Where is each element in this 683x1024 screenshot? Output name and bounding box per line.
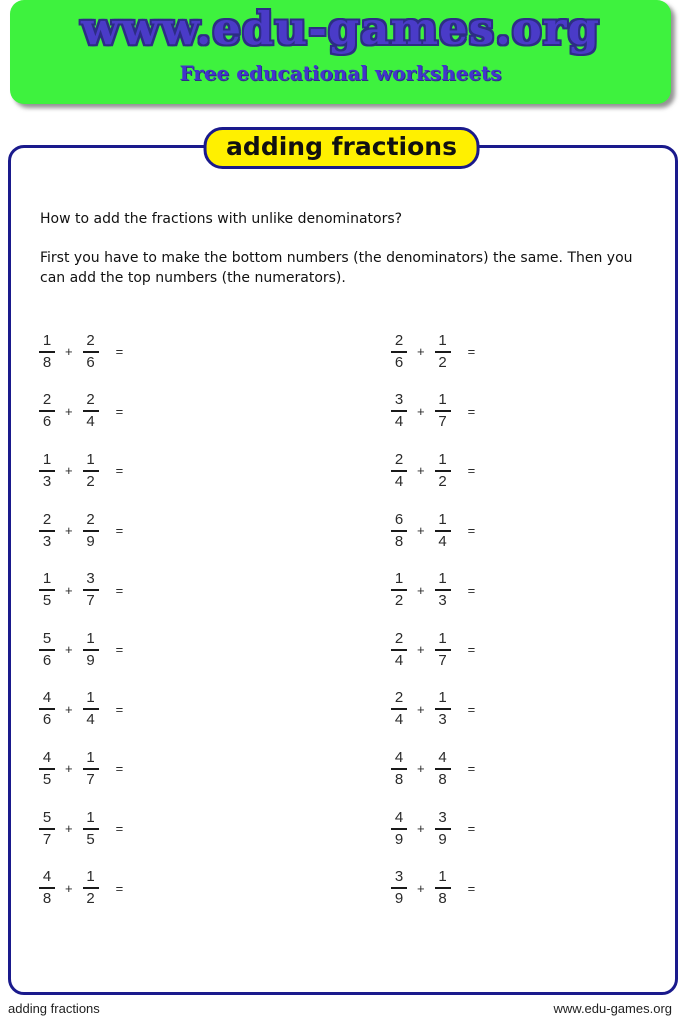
fraction-bar	[83, 410, 99, 412]
plus-sign: +	[417, 761, 425, 777]
fraction	[38, 571, 56, 609]
plus-sign: +	[65, 463, 73, 479]
plus-sign: +	[417, 701, 425, 717]
fraction-denominator: 4	[438, 532, 447, 550]
fraction	[434, 690, 452, 728]
fraction	[390, 750, 408, 788]
plus-sign: +	[417, 463, 425, 479]
fraction	[38, 690, 56, 728]
equals-sign: =	[115, 582, 124, 598]
problem-row	[38, 322, 123, 382]
fraction	[390, 631, 408, 669]
fraction-denominator: 9	[438, 830, 447, 848]
fraction	[434, 571, 452, 609]
fraction-bar	[435, 410, 451, 412]
fraction	[434, 810, 452, 848]
fraction	[390, 810, 408, 848]
problem-row	[38, 620, 123, 680]
problem-row	[390, 739, 475, 799]
problem-row	[38, 680, 123, 740]
fraction-numerator: 1	[438, 510, 447, 528]
equals-sign: =	[467, 761, 476, 777]
equals-sign: =	[115, 761, 124, 777]
plus-sign: +	[417, 821, 425, 837]
fraction-bar	[83, 589, 99, 591]
fraction-bar	[391, 470, 407, 472]
fraction-numerator: 1	[86, 748, 95, 766]
fraction	[82, 631, 100, 669]
fraction-bar	[435, 589, 451, 591]
equals-sign: =	[115, 642, 124, 658]
plus-sign: +	[65, 821, 73, 837]
fraction	[82, 512, 100, 550]
fraction-numerator: 1	[86, 868, 95, 886]
plus-sign: +	[417, 582, 425, 598]
fraction-bar	[39, 351, 55, 353]
fraction-numerator: 1	[394, 570, 404, 588]
fraction-numerator: 2	[394, 450, 404, 468]
fraction-bar	[83, 649, 99, 651]
fraction	[390, 869, 408, 907]
plus-sign: +	[417, 523, 425, 539]
fraction	[82, 392, 100, 430]
fraction-bar	[39, 410, 55, 412]
fraction-denominator: 7	[42, 830, 52, 848]
equals-sign: =	[467, 463, 476, 479]
fraction-numerator: 2	[394, 689, 404, 707]
fraction	[38, 810, 56, 848]
fraction	[38, 392, 56, 430]
equals-sign: =	[467, 523, 476, 539]
fraction-denominator: 4	[394, 711, 404, 729]
fraction-bar	[391, 768, 407, 770]
fraction	[82, 452, 100, 490]
fraction-bar	[391, 887, 407, 889]
fraction-denominator: 8	[438, 770, 447, 788]
fraction-denominator: 8	[438, 890, 447, 908]
fraction-numerator: 4	[438, 748, 447, 766]
plus-sign: +	[417, 344, 425, 360]
fraction	[434, 750, 452, 788]
fraction-denominator: 8	[394, 532, 404, 550]
fraction-bar	[391, 351, 407, 353]
fraction	[390, 392, 408, 430]
fraction-numerator: 2	[394, 629, 404, 647]
fraction	[82, 333, 100, 371]
fraction-denominator: 4	[86, 413, 95, 431]
fraction	[38, 333, 56, 371]
fraction-denominator: 8	[394, 770, 404, 788]
equals-sign: =	[467, 344, 476, 360]
equals-sign: =	[467, 582, 476, 598]
fraction-bar	[39, 649, 55, 651]
problem-row	[38, 441, 123, 501]
fraction-denominator: 9	[86, 532, 95, 550]
fraction-numerator: 3	[394, 391, 404, 409]
plus-sign: +	[417, 403, 425, 419]
equals-sign: =	[467, 403, 476, 419]
fraction-numerator: 1	[42, 331, 52, 349]
fraction-bar	[83, 470, 99, 472]
fraction	[38, 750, 56, 788]
instructions-question: How to add the fractions with unlike denominators?	[40, 211, 403, 227]
fraction-numerator: 4	[42, 689, 52, 707]
fraction-bar	[39, 828, 55, 830]
header-banner	[10, 0, 671, 104]
fraction-bar	[83, 768, 99, 770]
fraction-bar	[435, 887, 451, 889]
fraction-numerator: 1	[438, 331, 447, 349]
fraction-numerator: 1	[42, 450, 52, 468]
fraction	[434, 869, 452, 907]
fraction-bar	[391, 649, 407, 651]
problem-row	[38, 560, 123, 620]
fraction-numerator: 1	[86, 629, 95, 647]
problem-row	[390, 382, 475, 442]
equals-sign: =	[115, 523, 124, 539]
fraction-numerator: 1	[86, 808, 95, 826]
instructions-explanation: First you have to make the bottom numbers (the denominators) the same. Then you can add the top numbers (the numerators).	[40, 250, 633, 286]
fraction	[434, 333, 452, 371]
fraction-numerator: 1	[438, 629, 447, 647]
plus-sign: +	[65, 403, 73, 419]
fraction-bar	[435, 470, 451, 472]
plus-sign: +	[417, 880, 425, 896]
problem-row	[390, 858, 475, 918]
fraction-numerator: 5	[42, 629, 52, 647]
fraction-numerator: 4	[394, 808, 404, 826]
problem-row	[38, 382, 123, 442]
fraction-numerator: 1	[42, 570, 52, 588]
fraction-bar	[435, 708, 451, 710]
fraction-bar	[391, 828, 407, 830]
fraction-bar	[83, 530, 99, 532]
fraction-denominator: 3	[42, 472, 52, 490]
fraction-denominator: 5	[42, 592, 52, 610]
problems-column-left	[38, 322, 123, 918]
equals-sign: =	[115, 463, 124, 479]
fraction	[82, 690, 100, 728]
fraction-bar	[83, 708, 99, 710]
fraction-numerator: 2	[86, 331, 95, 349]
problem-row	[390, 322, 475, 382]
plus-sign: +	[65, 701, 73, 717]
fraction-numerator: 2	[42, 391, 52, 409]
fraction-denominator: 2	[86, 890, 95, 908]
fraction-bar	[391, 708, 407, 710]
fraction	[390, 333, 408, 371]
fraction-numerator: 5	[42, 808, 52, 826]
fraction-numerator: 1	[438, 689, 447, 707]
fraction	[390, 452, 408, 490]
fraction-denominator: 7	[86, 592, 95, 610]
fraction-denominator: 7	[438, 413, 447, 431]
fraction-denominator: 9	[394, 890, 404, 908]
fraction-denominator: 2	[438, 472, 447, 490]
fraction	[434, 392, 452, 430]
plus-sign: +	[65, 642, 73, 658]
fraction	[82, 869, 100, 907]
fraction-numerator: 3	[438, 808, 447, 826]
fraction-numerator: 2	[86, 391, 95, 409]
fraction	[434, 512, 452, 550]
problem-row	[390, 799, 475, 859]
fraction-denominator: 4	[394, 651, 404, 669]
fraction-bar	[435, 649, 451, 651]
fraction-denominator: 4	[394, 472, 404, 490]
fraction	[38, 869, 56, 907]
fraction-denominator: 9	[394, 830, 404, 848]
fraction-bar	[83, 887, 99, 889]
fraction	[82, 810, 100, 848]
fraction-bar	[435, 768, 451, 770]
fraction-denominator: 4	[394, 413, 404, 431]
fraction-numerator: 2	[394, 331, 404, 349]
site-title: www.edu-games.org	[81, 2, 600, 55]
fraction	[82, 750, 100, 788]
fraction-denominator: 6	[86, 353, 95, 371]
fraction-denominator: 5	[42, 770, 52, 788]
fraction-denominator: 5	[86, 830, 95, 848]
fraction-numerator: 1	[438, 391, 447, 409]
fraction-bar	[39, 530, 55, 532]
fraction-bar	[391, 410, 407, 412]
fraction-bar	[435, 828, 451, 830]
fraction-numerator: 3	[394, 868, 404, 886]
fraction	[390, 571, 408, 609]
fraction-denominator: 2	[86, 472, 95, 490]
footer-site-url: www.edu-games.org	[553, 1001, 672, 1016]
fraction-bar	[39, 708, 55, 710]
equals-sign: =	[467, 821, 476, 837]
fraction-numerator: 1	[438, 570, 447, 588]
footer-worksheet-name: adding fractions	[8, 1001, 100, 1016]
problem-row	[38, 858, 123, 918]
fraction-denominator: 2	[394, 592, 404, 610]
fraction	[38, 631, 56, 669]
fraction-bar	[39, 589, 55, 591]
fraction-denominator: 6	[42, 651, 52, 669]
problem-row	[390, 680, 475, 740]
fraction-bar	[83, 828, 99, 830]
fraction-denominator: 7	[438, 651, 447, 669]
fraction-numerator: 1	[438, 450, 447, 468]
problem-row	[38, 739, 123, 799]
plus-sign: +	[65, 523, 73, 539]
fraction-denominator: 3	[438, 592, 447, 610]
fraction-numerator: 2	[86, 510, 95, 528]
fraction-denominator: 4	[86, 711, 95, 729]
plus-sign: +	[417, 642, 425, 658]
fraction-bar	[435, 530, 451, 532]
fraction	[434, 631, 452, 669]
worksheet-title-badge: adding fractions	[203, 127, 480, 169]
equals-sign: =	[115, 344, 124, 360]
problem-row	[390, 560, 475, 620]
plus-sign: +	[65, 761, 73, 777]
fraction-numerator: 3	[86, 570, 95, 588]
fraction-denominator: 2	[438, 353, 447, 371]
fraction	[82, 571, 100, 609]
problems-column-right	[390, 322, 475, 918]
equals-sign: =	[115, 821, 124, 837]
equals-sign: =	[115, 701, 124, 717]
fraction-bar	[435, 351, 451, 353]
fraction-numerator: 2	[42, 510, 52, 528]
plus-sign: +	[65, 344, 73, 360]
fraction-denominator: 9	[86, 651, 95, 669]
fraction-numerator: 4	[42, 868, 52, 886]
fraction-denominator: 6	[394, 353, 404, 371]
fraction-denominator: 6	[42, 711, 52, 729]
fraction-numerator: 4	[42, 748, 52, 766]
equals-sign: =	[467, 701, 476, 717]
fraction	[390, 512, 408, 550]
equals-sign: =	[115, 880, 124, 896]
fraction-denominator: 6	[42, 413, 52, 431]
problem-row	[390, 620, 475, 680]
plus-sign: +	[65, 582, 73, 598]
fraction	[38, 452, 56, 490]
fraction	[434, 452, 452, 490]
fraction-numerator: 1	[86, 689, 95, 707]
fraction-bar	[39, 887, 55, 889]
plus-sign: +	[65, 880, 73, 896]
fraction-numerator: 6	[394, 510, 404, 528]
equals-sign: =	[115, 403, 124, 419]
fraction-bar	[83, 351, 99, 353]
fraction-denominator: 3	[438, 711, 447, 729]
problem-row	[38, 799, 123, 859]
problem-row	[390, 441, 475, 501]
fraction-numerator: 1	[86, 450, 95, 468]
fraction-denominator: 3	[42, 532, 52, 550]
fraction-denominator: 7	[86, 770, 95, 788]
problem-row	[390, 501, 475, 561]
fraction-denominator: 8	[42, 353, 52, 371]
equals-sign: =	[467, 880, 476, 896]
site-subtitle: Free educational worksheets	[179, 61, 502, 85]
fraction	[390, 690, 408, 728]
fraction-denominator: 8	[42, 890, 52, 908]
fraction-numerator: 4	[394, 748, 404, 766]
problem-row	[38, 501, 123, 561]
fraction-bar	[39, 768, 55, 770]
fraction-bar	[391, 530, 407, 532]
fraction-numerator: 1	[438, 868, 447, 886]
fraction	[38, 512, 56, 550]
fraction-bar	[391, 589, 407, 591]
fraction-bar	[39, 470, 55, 472]
equals-sign: =	[467, 642, 476, 658]
